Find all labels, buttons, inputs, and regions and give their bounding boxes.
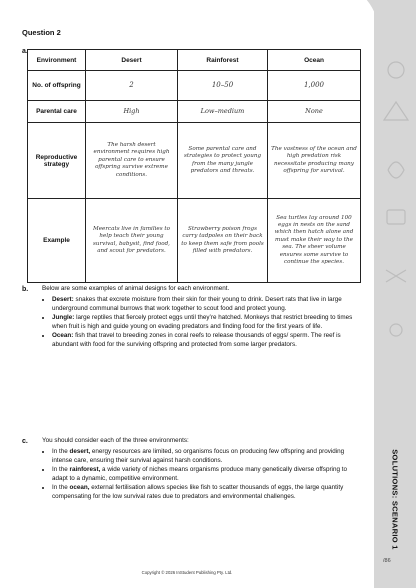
question-content <box>22 28 370 45</box>
list-item <box>52 296 364 313</box>
part-b-intro: Below are some examples of animal designs for each environment. <box>42 285 230 292</box>
table-row <box>28 101 361 123</box>
c-ocean-text: external fertilisation allows species like fish to scatter thousands of eggs, the large quantity compensating for the low survival rates due to predators and environmental challenges. <box>52 484 344 500</box>
c-desert-text: energy resources are limited, so organisms focus on producing few offspring and providing intense care, ensuring their survival against harsh conditions. <box>52 448 345 464</box>
ocean-text: fish that travel to breeding zones in coral reefs to release thousands of eggs/ sperm. The reef is abundant with food for the surviving offspring and protected from some larger predators. <box>52 332 341 348</box>
part-a-label: a. <box>22 48 28 55</box>
c-term-desert: desert, <box>69 448 91 456</box>
part-c-list <box>42 448 364 501</box>
cell-ocean-offspring: 1,000 <box>268 71 361 101</box>
table-row <box>28 123 361 199</box>
cell-rainforest-care: Low–medium <box>178 101 268 123</box>
list-item <box>52 332 364 349</box>
c-rainforest-text: a wide variety of niches means organisms produce many genetically diverse offspring to adapt to a dynamic, competitive environment. <box>52 466 347 482</box>
decorative-doodles-icon <box>378 40 414 360</box>
list-item <box>52 484 364 501</box>
part-b-label: b. <box>22 286 29 293</box>
jungle-text: large reptiles that fiercely protect eggs until they’re hatched. Monkeys that restrict breeding to times when fruit is high and guide young on evading predators and finding food for the first years of life. <box>52 314 353 330</box>
list-item <box>52 448 364 465</box>
list-item <box>52 314 364 331</box>
c-desert-pre: In the <box>52 448 70 456</box>
header-desert: Desert <box>86 50 178 71</box>
term-jungle: Jungle: <box>52 314 75 322</box>
c-term-ocean: ocean, <box>69 484 90 492</box>
question-title: Question 2 <box>22 28 61 37</box>
table-row <box>28 199 361 283</box>
cell-ocean-strategy: The vastness of the ocean and high predation risk necessitate producing many offspring for survival. <box>268 123 361 199</box>
cell-rainforest-offspring: 10–50 <box>178 71 268 101</box>
desert-text: snakes that excrete moisture from their skin for their young to drink. Desert rats that live in large underground communal burrows that work together to scout food and protect young. <box>52 296 342 312</box>
row-label-strategy: Reproductive strategy <box>28 123 86 199</box>
cell-desert-example: Meercats live in families to help teach their young survival, babysit, find food, and scout for predators. <box>86 199 178 283</box>
table-header-row <box>28 50 361 71</box>
c-ocean-pre: In the <box>52 484 70 492</box>
cell-ocean-care: None <box>268 101 361 123</box>
c-term-rainforest: rainforest, <box>69 466 101 474</box>
page-number: /86 <box>383 558 391 564</box>
part-c-intro: You should consider each of the three environments: <box>42 437 189 444</box>
header-environment: Environment <box>28 50 86 71</box>
part-b-list <box>42 296 364 349</box>
c-rainforest-pre: In the <box>52 466 70 474</box>
cell-ocean-example: Sea turtles lay around 100 eggs in nests on the sand which then hatch alone and must make their way to the sea. The sheer volume ensures some survive to continue the species. <box>268 199 361 283</box>
cell-desert-care: High <box>86 101 178 123</box>
part-b-section <box>42 285 364 351</box>
copyright-footer: Copyright © 2026 InStudent Publishing Pty. Ltd. <box>141 570 233 575</box>
header-ocean: Ocean <box>268 50 361 71</box>
part-c-label: c. <box>22 438 28 445</box>
row-label-example: Example <box>28 199 86 283</box>
list-item <box>52 466 364 483</box>
cell-rainforest-example: Strawberry poison frogs carry tadpoles on their back to keep them safe from pools filled with predators. <box>178 199 268 283</box>
part-c-section <box>42 437 364 503</box>
side-label-text: SOLUTIONS: SCENARIO 1 <box>390 448 400 550</box>
environment-table <box>27 49 361 283</box>
row-label-offspring: No. of offspring <box>28 71 86 101</box>
side-label <box>380 424 410 574</box>
cell-rainforest-strategy: Some parental care and strategies to protect young from the many jungle predators and threats. <box>178 123 268 199</box>
term-desert: Desert: <box>52 296 74 304</box>
cell-desert-offspring: 2 <box>86 71 178 101</box>
cell-desert-strategy: The harsh desert environment requires high parental care to ensure offspring survive extreme conditions. <box>86 123 178 199</box>
table-row <box>28 71 361 101</box>
term-ocean: Ocean: <box>52 332 74 340</box>
header-rainforest: Rainforest <box>178 50 268 71</box>
row-label-parental-care: Parental care <box>28 101 86 123</box>
